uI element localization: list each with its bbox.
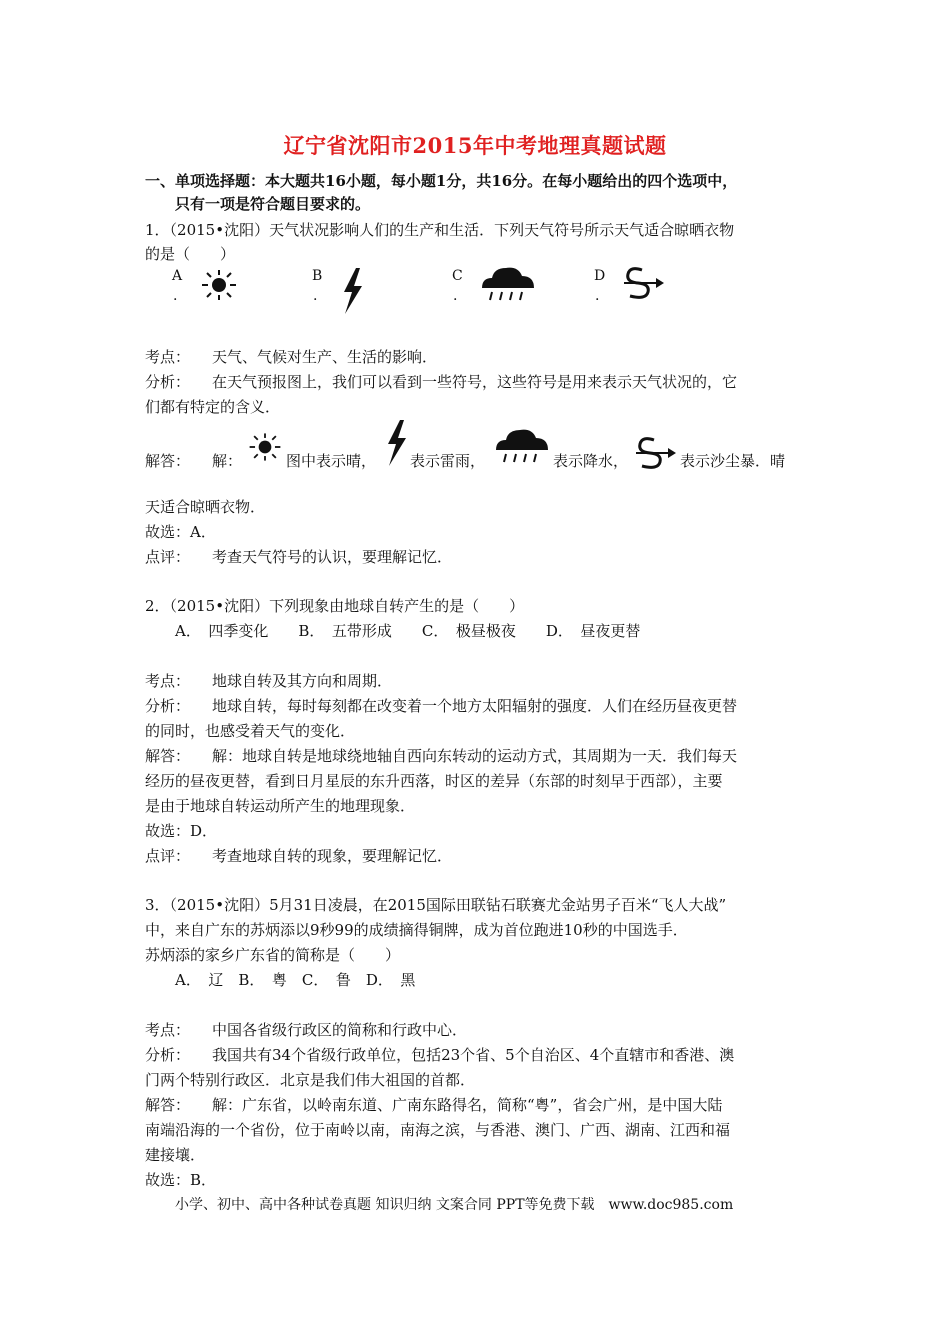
q1-fenxi-line2: 们都有特定的含义． — [145, 398, 281, 416]
q2-kaodian: 地球自转及其方向和周期． — [212, 672, 393, 690]
q2-fenxi-line2: 的同时，也感受着天气的变化． — [145, 722, 356, 740]
q3-stem-line2: 中，来自广东的苏炳添以9秒99的成绩摘得铜牌，成为首位跑进10秒的中国选手． — [145, 921, 688, 939]
q1-option-d-label: D — [594, 268, 606, 284]
q1-fenxi-label: 分析： — [145, 373, 191, 391]
q2-fenxi-label: 分析： — [145, 697, 191, 715]
q1-option-c-label: C — [452, 268, 463, 284]
q1-option-c-dot: . — [453, 288, 458, 304]
q3-fenxi-label: 分析： — [145, 1046, 191, 1064]
q1-jieda-label: 解答： — [145, 452, 191, 470]
q2-kaodian-label: 考点： — [145, 672, 191, 690]
q2-stem: 2．（2015•沈阳）下列现象由地球自转产生的是（ ） — [145, 597, 525, 615]
q2-jieda-line1: 解：地球自转是地球绕地轴自西向东转动的运动方式，其周期为一天．我们每天 — [212, 747, 738, 765]
q1-dianping-label: 点评： — [145, 548, 191, 566]
page-title: 辽宁省沈阳市2015年中考地理真题试题 — [283, 133, 667, 158]
sandstorm-icon — [620, 264, 666, 302]
q1-kaodian-label: 考点： — [145, 348, 191, 366]
sun-icon-inline — [246, 430, 284, 464]
q2-jieda-line3: 是由于地球自转运动所产生的地理现象． — [145, 797, 416, 815]
q1-stem-line1: 1．（2015•沈阳）天气状况影响人们的生产和生活．下列天气符号所示天气适合晾晒衣物 — [145, 221, 735, 239]
q1-jieda-prefix: 解： — [212, 452, 243, 470]
q2-fenxi-line1: 地球自转，每时每刻都在改变着一个地方太阳辐射的强度．人们在经历昼夜更替 — [212, 697, 738, 715]
lightning-icon — [340, 266, 366, 316]
q2-options: A． 四季变化 B． 五带形成 C． 极昼极夜 D． 昼夜更替 — [175, 622, 641, 640]
q3-jieda-line2: 南端沿海的一个省份，位于南岭以南，南海之滨，与香港、澳门、广西、湖南、江西和福 — [145, 1121, 731, 1139]
q3-jieda-label: 解答： — [145, 1096, 191, 1114]
lightning-icon-inline — [384, 418, 410, 468]
q3-jieda-line1: 解：广东省，以岭南东道、广南东路得名，简称“粤”，省会广州，是中国大陆 — [212, 1096, 723, 1114]
q3-jieda-line3: 建接壤． — [145, 1146, 206, 1164]
q3-stem-line3: 苏炳添的家乡广东省的简称是（ ） — [145, 946, 401, 964]
q1-jieda-thunder-text: 表示雷雨， — [410, 452, 486, 470]
q1-dianping: 考查天气符号的认识，要理解记忆． — [212, 548, 453, 566]
section-heading-line1: 一、单项选择题：本大题共16小题，每小题1分，共16分。在每小题给出的四个选项中， — [145, 172, 738, 190]
q3-kaodian-label: 考点： — [145, 1021, 191, 1039]
q1-jieda-sand-text: 表示沙尘暴．晴 — [680, 452, 786, 470]
q1-jieda-line2: 天适合晾晒衣物． — [145, 498, 266, 516]
q3-stem-line1: 3．（2015•沈阳）5月31日凌晨，在2015国际田联钻石联赛尤金站男子百米“飞人大战” — [145, 896, 727, 914]
q2-jieda-label: 解答： — [145, 747, 191, 765]
q1-option-a-label: A — [172, 268, 183, 284]
q2-answer: 故选：D． — [145, 822, 218, 840]
q1-fenxi-line1: 在天气预报图上，我们可以看到一些符号，这些符号是用来表示天气状况的，它 — [212, 373, 738, 391]
rain-cloud-icon — [478, 262, 538, 304]
q3-options: A． 辽 B． 粤 C． 鲁 D． 黑 — [175, 971, 416, 989]
sandstorm-icon-inline — [632, 434, 678, 472]
q1-option-d-dot: . — [595, 288, 600, 304]
q1-option-a-dot: . — [173, 288, 178, 304]
q1-jieda-rain-text: 表示降水， — [553, 452, 629, 470]
q3-kaodian: 中国各省级行政区的简称和行政中心． — [212, 1021, 468, 1039]
section-heading-line2: 只有一项是符合题目要求的。 — [175, 195, 371, 213]
q2-dianping: 考查地球自转的现象，要理解记忆． — [212, 847, 453, 865]
sun-icon — [198, 268, 240, 302]
q1-jieda-sun-text: 图中表示晴， — [286, 452, 377, 470]
page-footer: 小学、初中、高中各种试卷真题 知识归纳 文案合同 PPT等免费下载 www.doc985.com — [175, 1197, 734, 1213]
q1-kaodian: 天气、气候对生产、生活的影响． — [212, 348, 438, 366]
q1-answer: 故选：A． — [145, 523, 216, 541]
q1-option-b-label: B — [312, 268, 323, 284]
q1-option-b-dot: . — [313, 288, 318, 304]
q2-jieda-line2: 经历的昼夜更替，看到日月星辰的东升西落，时区的差异（东部的时刻早于西部），主要 — [145, 772, 723, 790]
q3-fenxi-line1: 我国共有34个省级行政单位，包括23个省、5个自治区、4个直辖市和香港、澳 — [212, 1046, 735, 1064]
rain-cloud-icon-inline — [492, 424, 552, 466]
q1-stem-line2: 的是（ ） — [145, 245, 236, 263]
q3-fenxi-line2: 门两个特别行政区．北京是我们伟大祖国的首都． — [145, 1071, 476, 1089]
q2-dianping-label: 点评： — [145, 847, 191, 865]
q3-answer: 故选：B． — [145, 1171, 217, 1189]
